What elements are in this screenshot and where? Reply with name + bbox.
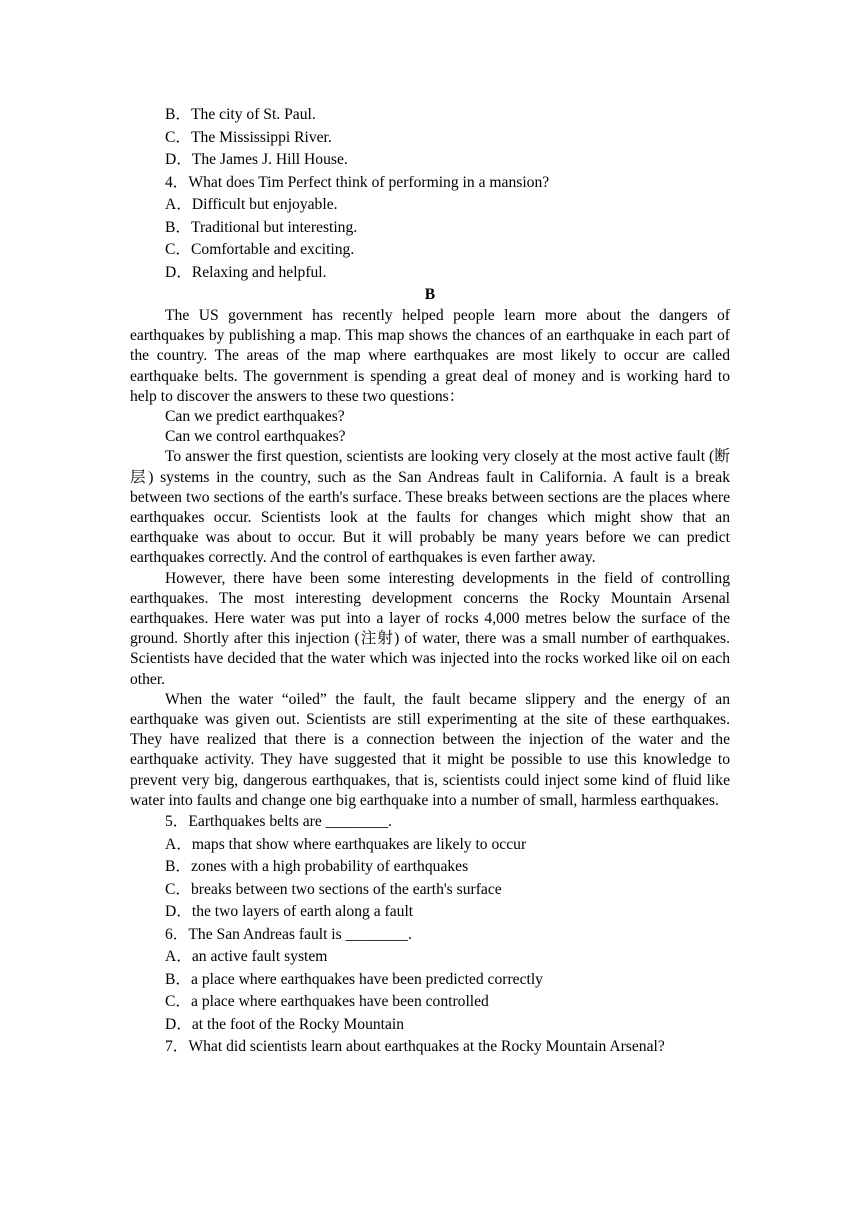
question-4-option-d: D．Relaxing and helpful. <box>165 263 327 281</box>
question-6-option-c: C．a place where earthquakes have been controlled <box>165 993 489 1011</box>
question-5: 5．Earthquakes belts are ________. <box>165 813 392 831</box>
section-title: B <box>424 286 436 303</box>
question-6-option-b: B．a place where earthquakes have been predicted correctly <box>165 970 543 988</box>
passage-paragraph-4: When the water “oiled” the fault, the fault became slippery and the energy of an earthquake was given out. Scientists are still experimenting at the site of these earthquakes. They have realized that there is a connection between the injection of the water and the earthquake activity. They have suggested that it might be possible to use this knowledge to prevent very big, dangerous earthquakes, that is, scientists could inject some kind of fluid like water into faults and change one big earthquake into a number of small, harmless earthquakes. <box>130 690 730 809</box>
question-6: 6．The San Andreas fault is ________. <box>165 925 412 943</box>
question-5-option-c: C．breaks between two sections of the earth's surface <box>165 880 502 898</box>
passage-paragraph-2: To answer the first question, scientists are looking very closely at the most active fault (断层) systems in the country, such as the San Andreas fault in California. A fault is a break between two sections of the earth's surface. These breaks between sections are the places where earthquakes occur. Scientists look at the faults for changes which might show that an earthquake was about to occur. But it will probably be many years before we can predict earthquakes correctly. And the control of earthquakes is even farther away. <box>130 448 730 567</box>
option-b: B．The city of St. Paul. <box>165 106 316 123</box>
question-5-option-b: B．zones with a high probability of earthquakes <box>165 858 469 876</box>
passage-question-predict: Can we predict earthquakes? <box>165 408 345 426</box>
question-4-option-b: B．Traditional but interesting. <box>165 218 358 236</box>
question-5-option-a: A．maps that show where earthquakes are likely to occur <box>165 835 527 853</box>
question-4: 4．What does Tim Perfect think of performing in a mansion? <box>165 173 550 191</box>
question-5-option-d: D．the two layers of earth along a fault <box>165 903 414 921</box>
passage-question-control: Can we control earthquakes? <box>165 428 346 446</box>
question-6-option-a: A．an active fault system <box>165 948 328 966</box>
document-page <box>130 104 730 1059</box>
passage-paragraph-1: The US government has recently helped people learn more about the dangers of earthquakes by publishing a map. This map shows the chances of an earthquake in each part of the country. The areas of the map where earthquakes are most likely to occur are called earthquake belts. The government is spending a great deal of money and is working hard to help to discover the answers to these two questions： <box>130 307 730 405</box>
question-6-option-d: D．at the foot of the Rocky Mountain <box>165 1015 405 1033</box>
question-7: 7．What did scientists learn about earthquakes at the Rocky Mountain Arsenal? <box>165 1038 665 1056</box>
option-d: D．The James J. Hill House. <box>165 151 348 168</box>
passage-paragraph-3: However, there have been some interesting developments in the field of controlling earthquakes. The most interesting development concerns the Rocky Mountain Arsenal earthquakes. Here water was put into a layer of rocks 4,000 metres below the surface of the ground. Shortly after this injection (注射) of water, there was a small number of earthquakes. Scientists have decided that the water which was injected into the rocks worked like oil on each other. <box>130 569 730 688</box>
question-4-option-c: C．Comfortable and exciting. <box>165 241 355 258</box>
option-c: C．The Mississippi River. <box>165 128 332 146</box>
question-4-option-a: A．Difficult but enjoyable. <box>165 196 338 213</box>
